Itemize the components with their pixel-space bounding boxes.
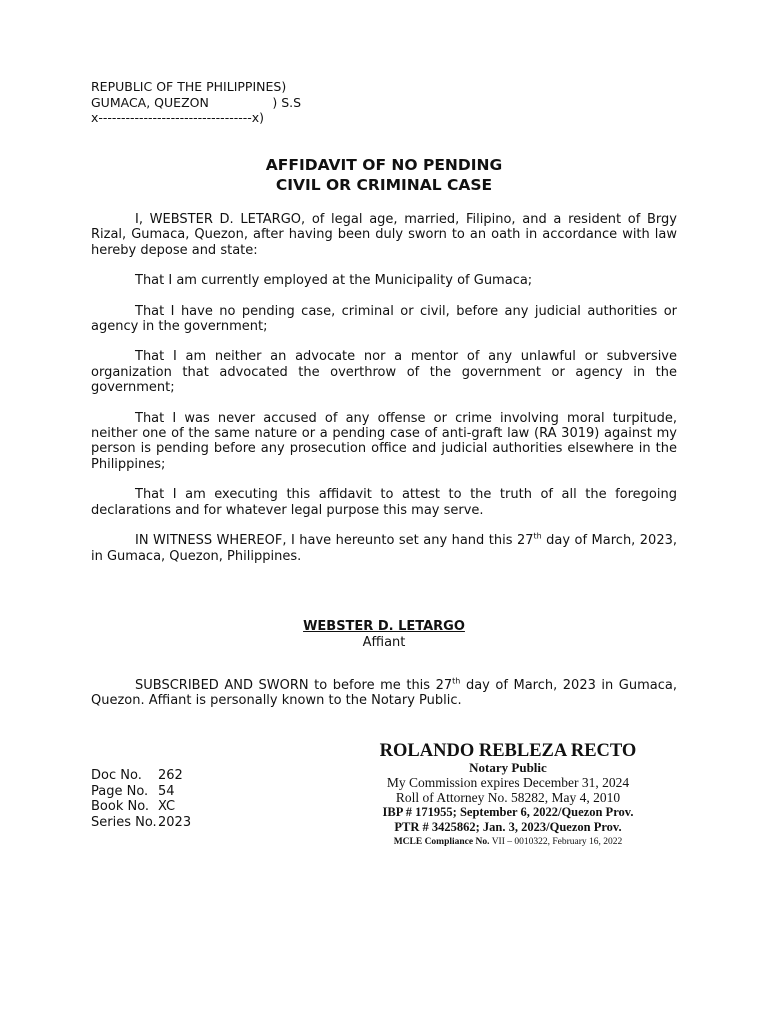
mcle-label: MCLE Compliance No. (393, 837, 490, 847)
statement-no-pending-case: That I have no pending case, criminal or civil, before any judicial authorities or agency in the government; (91, 303, 677, 335)
notarial-register-info (91, 768, 191, 830)
affiant-name: WEBSTER D. LETARGO (303, 619, 465, 634)
venue-republic: REPUBLIC OF THE PHILIPPINES) (91, 79, 287, 94)
notary-commission: My Commission expires December 31, 2024 (386, 775, 630, 790)
affiant-signature-block (0, 619, 768, 650)
venue-block (91, 79, 301, 126)
statement-no-accusation: That I was never accused of any offense or crime involving moral turpitude, neither one of the same nature or a pending case of anti-graft law (RA 3019) against my person is pending before any prosecution office and judicial authorities elsewhere in the Philippines; (91, 410, 677, 472)
doc-no-value: 262 (158, 768, 183, 783)
jurat-text-end: day of March, 2023 in Gumaca, Quezon. Affiant is personally known to the Notary Public. (91, 678, 677, 709)
notary-ibp: IBP # 171955; September 6, 2022/Quezon Prov. (382, 805, 634, 819)
book-no-row (91, 799, 191, 815)
notary-ptr: PTR # 3425862; Jan. 3, 2023/Quezon Prov. (394, 820, 622, 834)
venue-separator: x----------------------------------x) (91, 110, 265, 125)
page-no-value: 54 (158, 783, 175, 799)
doc-no-label: Doc No. (91, 768, 142, 783)
page-no-row (91, 784, 191, 800)
mcle-value: VII – 0010322, February 16, 2022 (489, 837, 623, 847)
witness-ordinal-suffix: th (533, 531, 542, 541)
series-no-value: 2023 (158, 814, 192, 830)
intro-paragraph: I, WEBSTER D. LETARGO, of legal age, married, Filipino, and a resident of Brgy Rizal, Gumaca, Quezon, after having been duly sworn to an oath in accordance with law hereby depose and state: (91, 212, 677, 258)
doc-no-row (91, 768, 191, 784)
page-no-label: Page No. (91, 783, 149, 799)
title-line-2: CIVIL OR CRIMINAL CASE (275, 176, 493, 194)
statement-employment: That I am currently employed at the Municipality of Gumaca; (135, 273, 533, 289)
jurat-paragraph (91, 678, 677, 709)
series-no-label: Series No. (91, 814, 157, 830)
jurat-text-start: SUBSCRIBED AND SWORN to before me this 27 (135, 678, 453, 693)
notary-title: Notary Public (469, 760, 547, 775)
jurat-ordinal-suffix: th (452, 676, 461, 686)
notary-name: ROLANDO REBLEZA RECTO (379, 741, 637, 761)
witness-text-start: IN WITNESS WHEREOF, I have hereunto set any hand this 27 (135, 533, 534, 549)
witness-text-end: day of March, 2023, in Gumaca, Quezon, Philippines. (91, 533, 677, 564)
statement-no-subversive: That I am neither an advocate nor a mentor of any unlawful or subversive organization that advocated the overthrow of the government or agency in the government; (91, 349, 677, 396)
notary-roll-of-attorney: Roll of Attorney No. 58282, May 4, 2010 (395, 790, 621, 805)
venue-gumaca: GUMACA, QUEZON ) S.S (91, 94, 302, 110)
title-line-1: AFFIDAVIT OF NO PENDING (265, 156, 503, 174)
notary-mcle (348, 835, 668, 849)
document-title (0, 155, 768, 195)
book-no-value: XC (158, 799, 176, 814)
book-no-label: Book No. (91, 799, 150, 814)
series-no-row (91, 815, 191, 831)
statement-purpose: That I am executing this affidavit to attest to the truth of all the foregoing declarations and for whatever legal purpose this may serve. (91, 487, 677, 518)
affiant-label: Affiant (362, 634, 406, 650)
witness-whereof-paragraph (91, 533, 677, 564)
affidavit-body (91, 212, 677, 579)
notary-block (348, 742, 668, 849)
